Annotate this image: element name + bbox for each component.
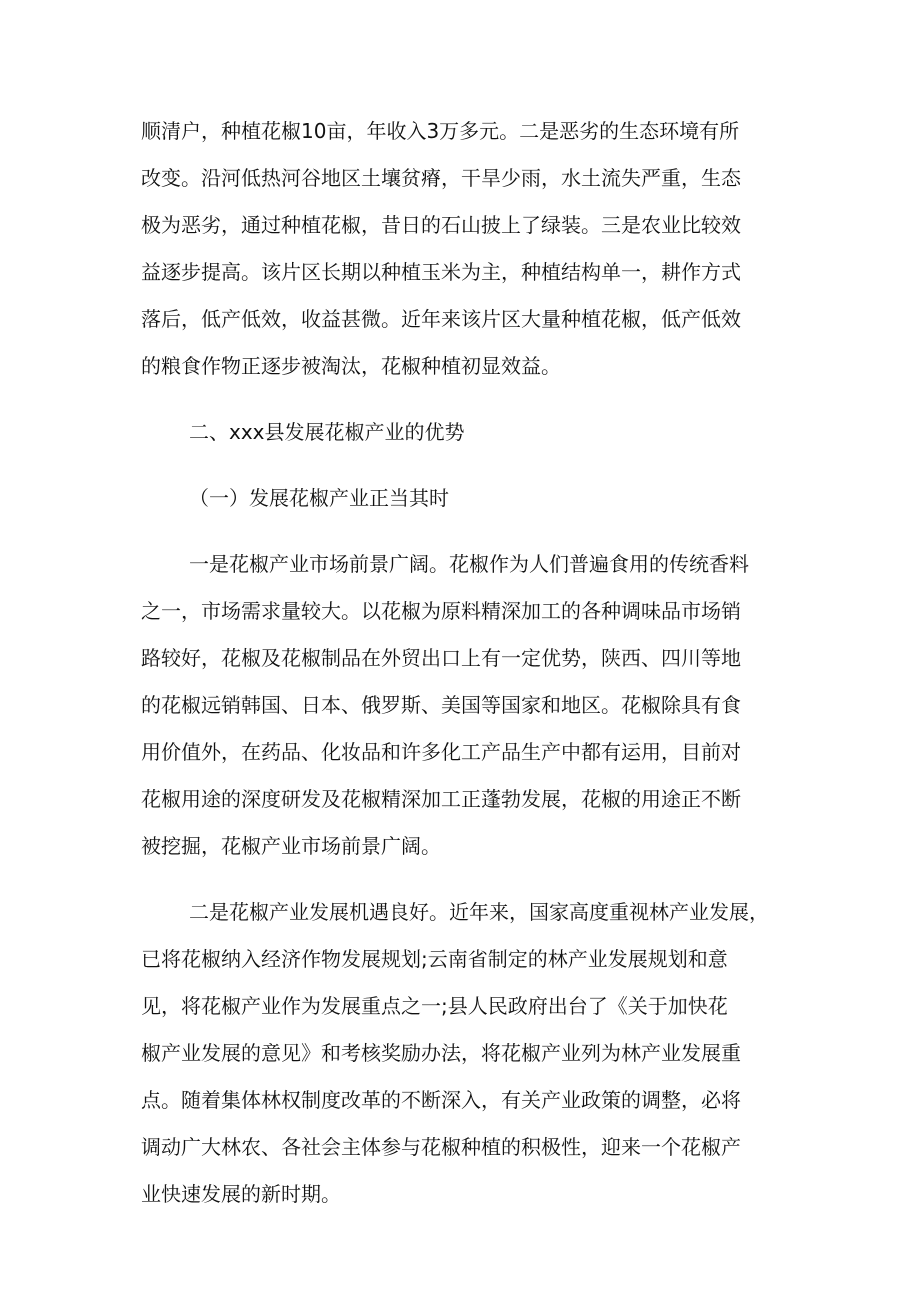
- text-line: 改变。沿河低热河谷地区土壤贫瘠，干旱少雨，水土流失严重，生态: [141, 166, 741, 190]
- text-line: 业快速发展的新时期。: [141, 1182, 341, 1206]
- section-heading: 二、xxx县发展花椒产业的优势: [189, 420, 465, 444]
- text-line: 二是花椒产业发展机遇良好。近年来，国家高度重视林产业发展，: [189, 900, 769, 924]
- text-line: 被挖掘，花椒产业市场前景广阔。: [141, 834, 441, 858]
- text-line: 的花椒远销韩国、日本、俄罗斯、美国等国家和地区。花椒除具有食: [141, 693, 741, 717]
- text-line: 路较好，花椒及花椒制品在外贸出口上有一定优势，陕西、四川等地: [141, 646, 741, 670]
- text-line: 的粮食作物正逐步被淘汰，花椒种植初显效益。: [141, 354, 561, 378]
- text-line: 花椒用途的深度研发及花椒精深加工正蓬勃发展，花椒的用途正不断: [141, 787, 741, 811]
- text-line: 点。随着集体林权制度改革的不断深入，有关产业政策的调整，必将: [141, 1088, 741, 1112]
- text-line: 用价值外，在药品、化妆品和许多化工产品生产中都有运用，目前对: [141, 740, 741, 764]
- subsection-heading: （一）发展花椒产业正当其时: [189, 486, 449, 510]
- text-line: 一是花椒产业市场前景广阔。花椒作为人们普遍食用的传统香料: [189, 552, 749, 576]
- text-line: 已将花椒纳入经济作物发展规划;云南省制定的林产业发展规划和意: [141, 947, 728, 971]
- text-line: 顺清户，种植花椒10亩，年收入3万多元。二是恶劣的生态环境有所: [141, 119, 740, 143]
- text-line: 极为恶劣，通过种植花椒，昔日的石山披上了绿装。三是农业比较效: [141, 213, 741, 237]
- text-line: 调动广大林农、各社会主体参与花椒种植的积极性，迎来一个花椒产: [141, 1135, 741, 1159]
- text-line: 益逐步提高。该片区长期以种植玉米为主，种植结构单一，耕作方式: [141, 260, 741, 284]
- text-line: 见，将花椒产业作为发展重点之一;县人民政府出台了《关于加快花: [141, 994, 728, 1018]
- text-line: 之一，市场需求量较大。以花椒为原料精深加工的各种调味品市场销: [141, 599, 741, 623]
- text-line: 落后，低产低效，收益甚微。近年来该片区大量种植花椒，低产低效: [141, 307, 741, 331]
- text-line: 椒产业发展的意见》和考核奖励办法，将花椒产业列为林产业发展重: [141, 1041, 741, 1065]
